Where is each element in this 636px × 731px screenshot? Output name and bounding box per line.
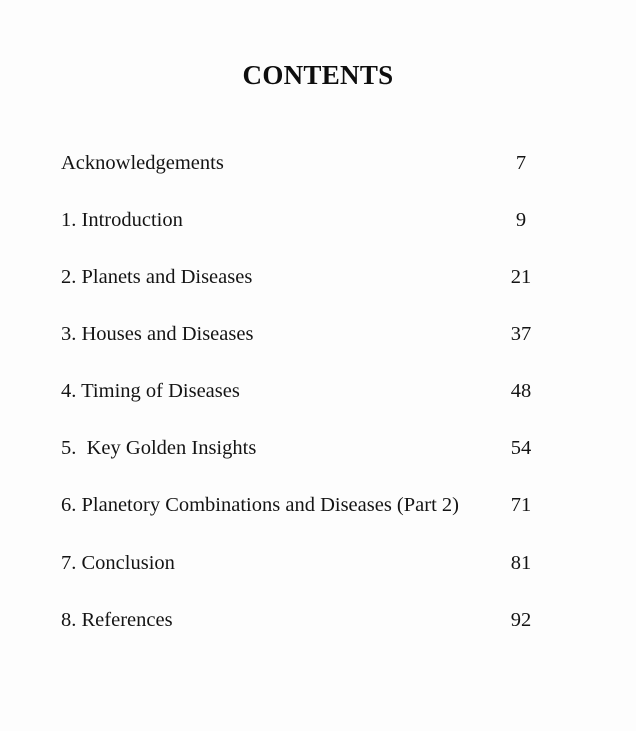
toc-entry-title: 8. References: [61, 609, 173, 631]
toc-entry: [61, 149, 551, 177]
toc-entry-title: 2. Planets and Diseases: [61, 266, 253, 288]
toc-entry-page-number: 21: [510, 266, 532, 288]
page-title: CONTENTS: [242, 60, 394, 90]
toc-entry: [61, 434, 551, 462]
toc-entry-page-number: 81: [510, 552, 532, 574]
toc-entry-title: 3. Houses and Diseases: [61, 323, 254, 345]
toc-entry-page-number: 92: [510, 609, 532, 631]
toc-entry: [61, 377, 551, 405]
toc-entry-page-number: 9: [515, 209, 527, 231]
toc-entry-title: 4. Timing of Diseases: [61, 380, 240, 402]
toc-entry-title: 5. Key Golden Insights: [61, 437, 257, 459]
toc-entry: [61, 606, 551, 634]
toc-entry-page-number: 37: [510, 323, 532, 345]
toc-entry: [61, 206, 551, 234]
toc-entry-title: Acknowledgements: [61, 152, 224, 174]
toc-entry-page-number: 7: [515, 152, 527, 174]
toc-entry-title: 6. Planetory Combinations and Diseases (Part 2): [61, 494, 459, 516]
toc-entry-title: 1. Introduction: [61, 209, 183, 231]
toc-entry: [61, 263, 551, 291]
toc-entry-page-number: 54: [510, 437, 532, 459]
toc-entry: [61, 491, 551, 519]
toc-entry-title: 7. Conclusion: [61, 552, 175, 574]
toc-entry: [61, 320, 551, 348]
toc-entry-page-number: 71: [510, 494, 532, 516]
toc-entry: [61, 549, 551, 577]
toc-entry-page-number: 48: [510, 380, 532, 402]
